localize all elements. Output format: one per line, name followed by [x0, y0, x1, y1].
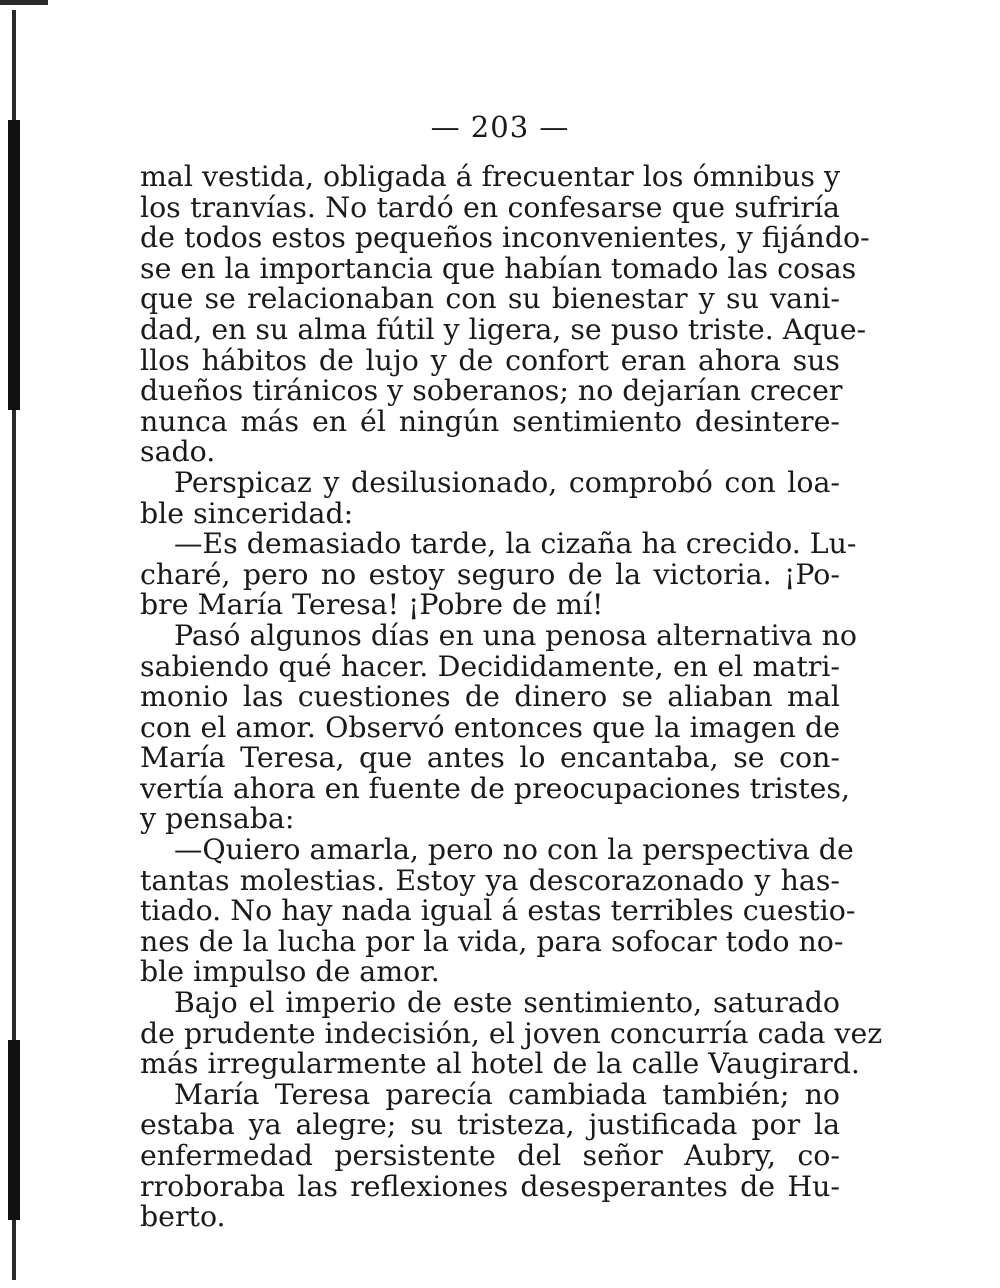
- text-line: tantas molestias. Estoy ya descorazonado y has-: [140, 863, 840, 897]
- text-line: dad, en su alma fútil y ligera, se puso triste. Aque-: [140, 312, 867, 346]
- text-line: Pasó algunos días en una penosa alternativa no: [174, 618, 858, 652]
- text-line: berto.: [140, 1200, 226, 1234]
- text-line: se en la importancia que habían tomado las cosas: [140, 251, 857, 285]
- text-line: sado.: [140, 435, 216, 469]
- text-line: ble sinceridad:: [140, 496, 354, 530]
- text-line: Perspicaz y desilusionado, comprobó con loa-: [174, 465, 840, 499]
- page-number: — 203 —: [430, 110, 570, 144]
- text-line: mal vestida, obligada á frecuentar los ómnibus y: [140, 160, 840, 193]
- text-line: los tranvías. No tardó en confesarse que sufriría: [140, 190, 840, 224]
- text-line: —Es demasiado tarde, la cizaña ha crecido. Lu-: [174, 527, 857, 561]
- text-line: más irregularmente al hotel de la calle Vaugirard.: [140, 1047, 860, 1081]
- text-line: sabiendo qué hacer. Decididamente, en el matri-: [140, 649, 840, 683]
- text-line: nes de la lucha por la vida, para sofocar todo no-: [140, 924, 844, 958]
- text-line: ble impulso de amor.: [140, 955, 440, 989]
- text-line: monio las cuestiones de dinero se aliaban mal: [140, 680, 840, 714]
- binding-mark: [8, 1040, 20, 1220]
- text-line: María Teresa parecía cambiada también; no: [174, 1077, 840, 1111]
- text-line: nunca más en él ningún sentimiento desintere-: [140, 404, 840, 438]
- text-line: tiado. No hay nada igual á estas terribles cuestio-: [140, 894, 856, 928]
- text-line: llos hábitos de lujo y de confort eran ahora sus: [140, 343, 840, 377]
- text-line: charé, pero no estoy seguro de la victoria. ¡Po-: [140, 557, 840, 591]
- binding-mark: [8, 230, 20, 410]
- text-line: y pensaba:: [140, 802, 295, 836]
- text-line: con el amor. Observó entonces que la imagen de: [140, 710, 840, 744]
- text-line: María Teresa, que antes lo encantaba, se con-: [140, 741, 840, 775]
- body-text: [140, 160, 883, 1234]
- text-line: Bajo el imperio de este sentimiento, saturado: [174, 986, 840, 1020]
- text-line: dueños tiránicos y soberanos; no dejarían crecer: [140, 374, 843, 408]
- text-line: que se relacionaban con su bienestar y su vani-: [140, 282, 840, 316]
- text-line: de todos estos pequeños inconvenientes, y fijándo-: [140, 221, 870, 255]
- text-line: rroboraba las reflexiones desesperantes de Hu-: [140, 1169, 840, 1203]
- text-line: vertía ahora en fuente de preocupaciones tristes,: [140, 771, 851, 805]
- text-line: —Quiero amarla, pero no con la perspectiva de: [174, 833, 854, 867]
- binding-edge: [0, 0, 30, 1288]
- text-line: enfermedad persistente del señor Aubry, co-: [140, 1139, 840, 1172]
- text-line: estaba ya alegre; su tristeza, justificada por la: [140, 1108, 840, 1142]
- binding-top-tick: [0, 0, 48, 5]
- text-line: de prudente indecisión, el joven concurría cada vez: [140, 1016, 883, 1050]
- text-line: bre María Teresa! ¡Pobre de mí!: [140, 588, 604, 622]
